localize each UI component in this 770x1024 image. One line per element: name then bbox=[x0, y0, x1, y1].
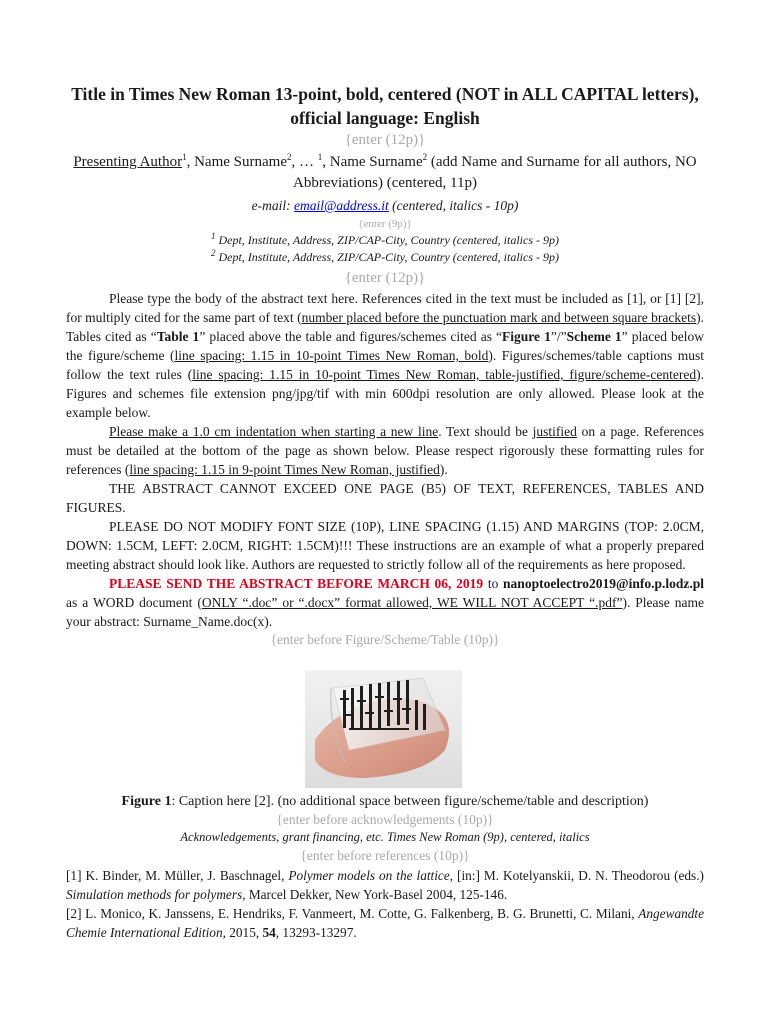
presenting-author: Presenting Author bbox=[73, 154, 183, 170]
body-paragraph-2: Please make a 1.0 cm indentation when starting a new line. Text should be justified on a page. References must be detailed at the bottom of the page as shown below. Please respect rigorously these formatting rules for references (line spacing: 1.15 in 9-point Times New Roman, justified). bbox=[66, 424, 705, 477]
enter-hint-refs: {enter before references (10p)} bbox=[300, 848, 470, 863]
enter-hint-figure: {enter before Figure/Scheme/Table (10p)} bbox=[270, 632, 500, 647]
figure-1 bbox=[305, 670, 462, 788]
page-title: Title in Times New Roman 13-point, bold, centered (NOT in ALL CAPITAL letters), official language: English bbox=[71, 84, 699, 128]
body-paragraph-1: Please type the body of the abstract text here. References cited in the text must be included as [1], or [1] [2], for multiply cited for the same part of text (number placed before the punctuation mark and between square brackets). Tables cited as “Table 1” placed above the table and figures/schemes cited as “Figure 1”/”Scheme 1” placed below the figure/scheme (line spacing: 1.15 in 10-point Times New Roman, bold). Figures/schemes/table captions must follow the text rules (line spacing: 1.15 in 10-point Times New Roman, table-justified, figure/scheme-centered). Figures and schemes file extension png/jpg/tif with min 600dpi resolution are only allowed. Please look at the example below. bbox=[66, 291, 704, 420]
figure-photo-icon bbox=[305, 670, 462, 788]
deadline-notice: PLEASE SEND THE ABSTRACT BEFORE MARCH 06, 2019 bbox=[109, 576, 484, 591]
figure-caption: Figure 1: Caption here [2]. (no additional space between figure/scheme/table and description) bbox=[121, 794, 649, 809]
enter-hint-12p-2: {enter (12p)} bbox=[344, 270, 426, 286]
affiliation-1: $^1$ Dept, Institute, Address, ZIP/CAP-City, Country (centered, italics - 9p) bbox=[210, 231, 559, 247]
affiliation-2: $^2$ Dept, Institute, Address, ZIP/CAP-City, Country (centered, italics - 9p) bbox=[210, 248, 559, 264]
reference-2: [2] L. Monico, K. Janssens, E. Hendriks, F. Vanmeert, M. Cotte, G. Falkenberg, B. G. Brunetti, C. Milani, Angewandte Chemie International Edition, 2015, 54, 13293-13297. bbox=[66, 906, 704, 940]
references bbox=[66, 866, 704, 942]
abstract-body bbox=[66, 289, 704, 649]
body-paragraph-3: THE ABSTRACT CANNOT EXCEED ONE PAGE (B5) OF TEXT, REFERENCES, TABLES AND FIGURES. bbox=[66, 481, 704, 515]
body-paragraph-4: PLEASE DO NOT MODIFY FONT SIZE (10P), LINE SPACING (1.15) AND MARGINS (TOP: 2.0CM, DOWN: 1.5CM, LEFT: 2.0CM, RIGHT: 1.5CM)!!! These instructions are an example of what a properly prepared meeting abstract should look like. Authors are requested to strictly follow all of the requirements as here proposed. bbox=[66, 519, 704, 572]
acknowledgements: Acknowledgements, grant financing, etc. Times New Roman (9p), centered, italics bbox=[180, 830, 590, 844]
enter-hint-9p: {enter (9p)} bbox=[358, 218, 412, 230]
body-paragraph-5: PLEASE SEND THE ABSTRACT BEFORE MARCH 06, 2019 to nanoptoelectro2019@info.p.lodz.pl as a WORD document (ONLY “.doc” or “.docx” format allowed, WE WILL NOT ACCEPT “.pdf”). Please name your abstract: Surname_Name.doc(x). bbox=[66, 576, 704, 629]
reference-1: [1] K. Binder, M. Müller, J. Baschnagel, Polymer models on the lattice, [in:] M. Kotelyanskii, D. N. Theodorou (eds.) Simulation methods for polymers, Marcel Dekker, New York-Basel 2004, 125-146. bbox=[66, 868, 704, 902]
submission-email: nanoptoelectro2019@info.p.lodz.pl bbox=[503, 576, 704, 591]
enter-hint-ack: {enter before acknowledgements (10p)} bbox=[276, 812, 494, 827]
enter-hint-12p: {enter (12p)} bbox=[344, 132, 426, 148]
email-link[interactable]: email@address.it bbox=[293, 198, 389, 213]
email-line: e-mail: email@address.it (centered, italics - 10p) bbox=[251, 198, 519, 213]
authors-line: Presenting Author$^1$, Name Surname$^2$, … $^1$, Name Surname$^2$ (add Name and Surname for all authors, NO Abbreviations) (centered, 11p) bbox=[73, 152, 697, 191]
